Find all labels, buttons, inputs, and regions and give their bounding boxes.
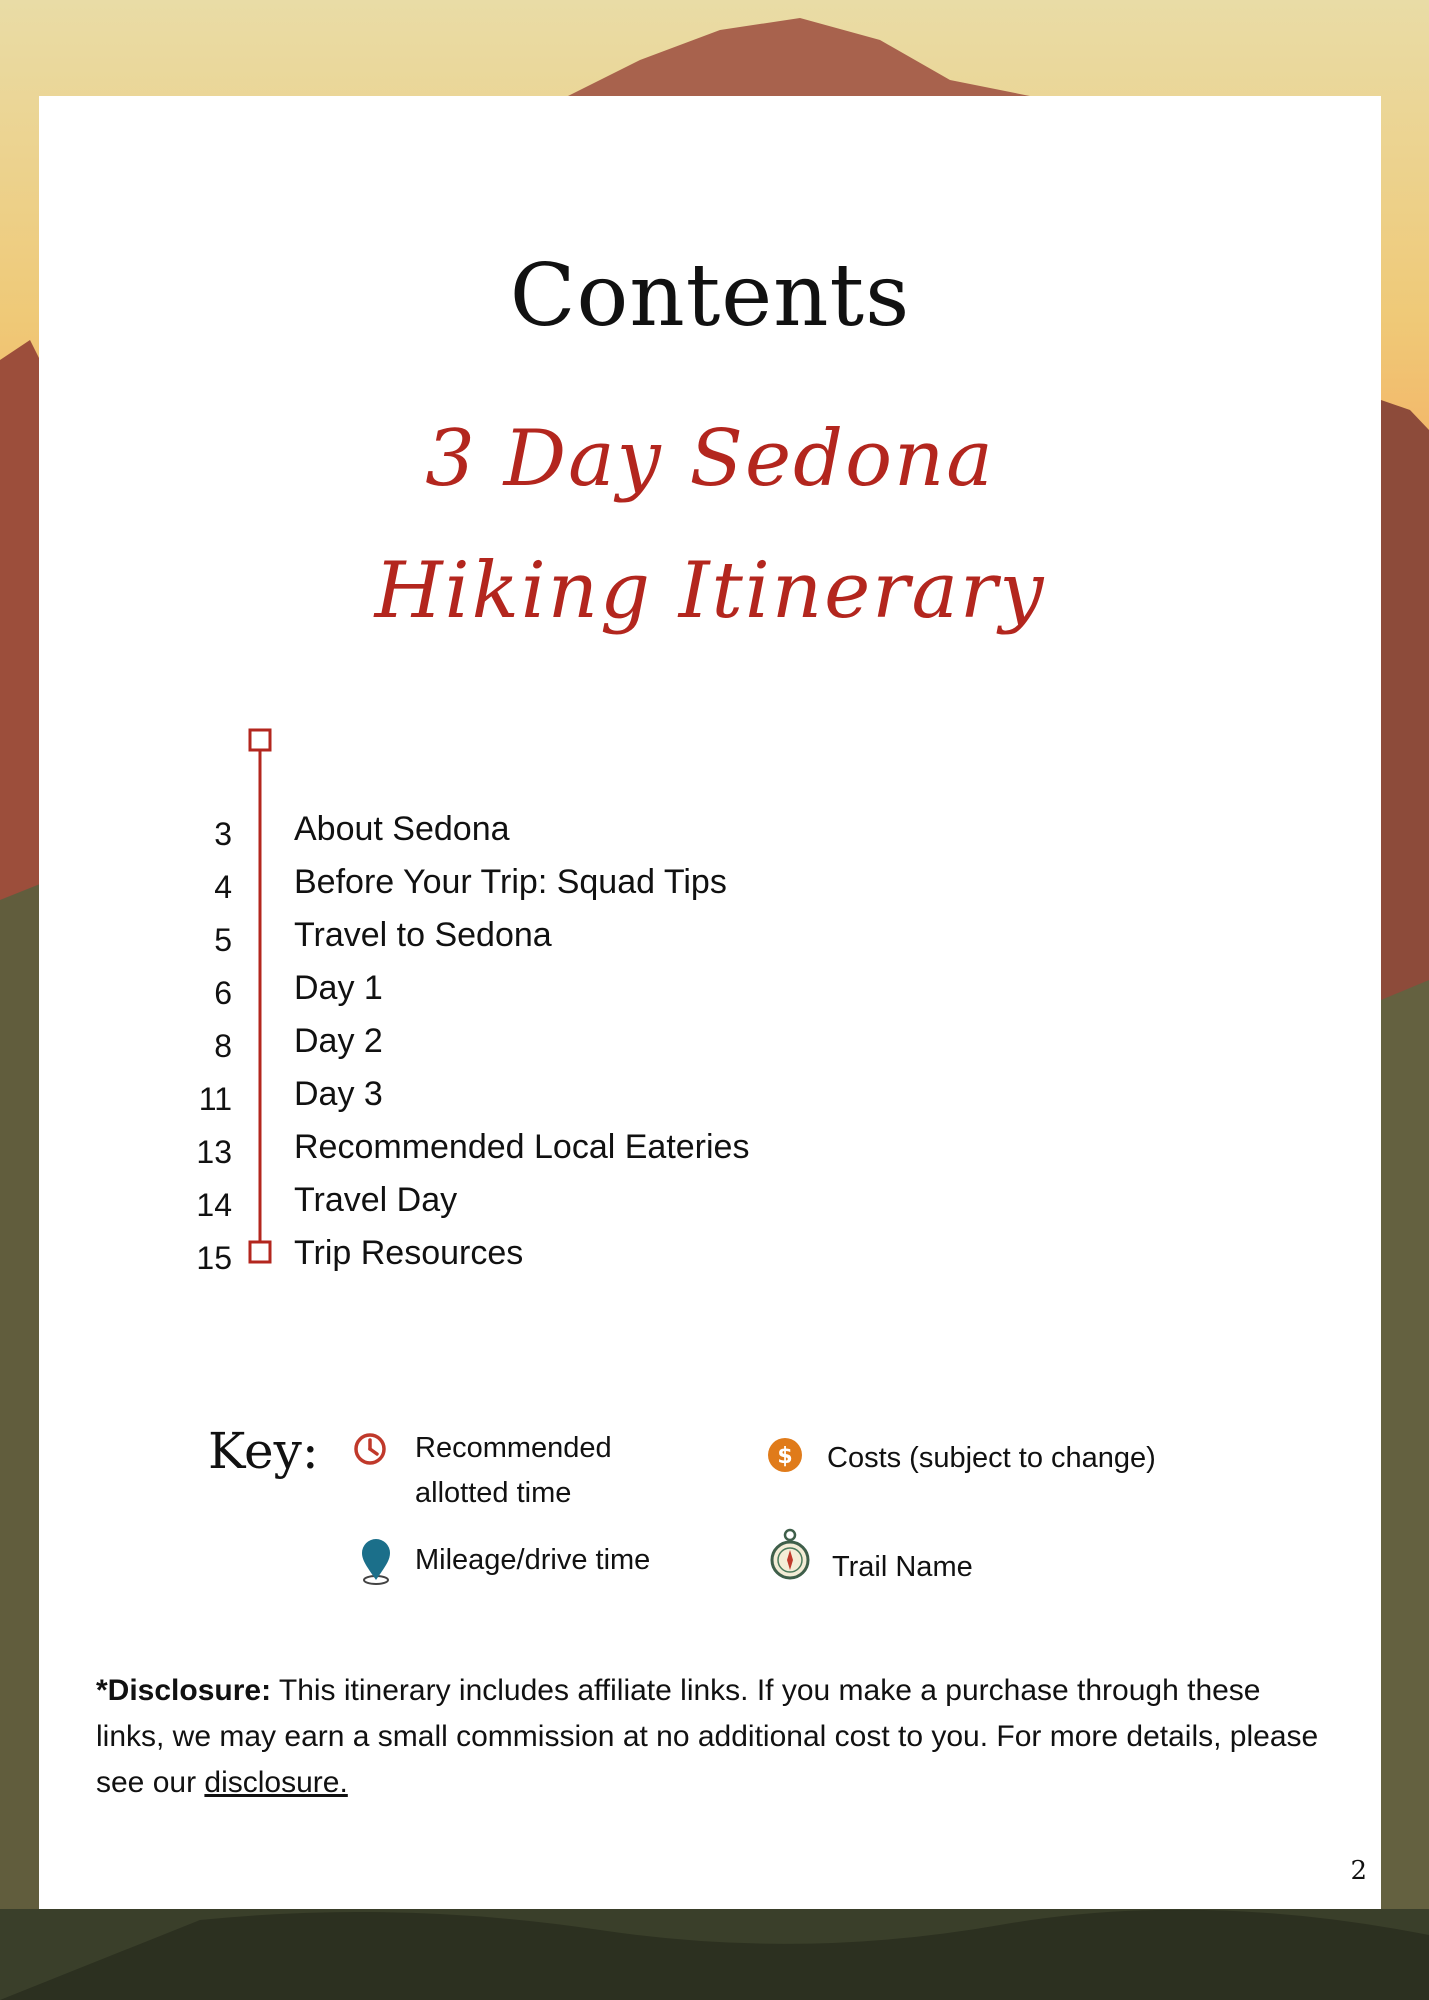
toc-row[interactable] (150, 1073, 950, 1126)
dollar-icon (767, 1437, 803, 1473)
toc-page-number: 6 (214, 975, 232, 1011)
toc-page-number: 5 (214, 922, 232, 958)
toc-page-number: 13 (196, 1134, 232, 1170)
key-recommended-time-line-2: allotted time (415, 1477, 572, 1509)
svg-text:$: $ (777, 1444, 793, 1469)
toc-entry-label[interactable]: Day 3 (294, 1075, 383, 1113)
key-costs: Costs (subject to change) (827, 1442, 1156, 1474)
itinerary-title-line-2: Hiking Itinerary (374, 546, 1046, 636)
toc-entry-label[interactable]: Trip Resources (294, 1234, 524, 1272)
toc-entry-label[interactable]: Recommended Local Eateries (294, 1128, 750, 1166)
toc-page-number: 11 (198, 1081, 232, 1117)
toc-entry-label[interactable]: About Sedona (294, 810, 510, 848)
disclosure-label: *Disclosure: (96, 1674, 272, 1707)
toc-page-number: 15 (196, 1240, 232, 1276)
toc-row[interactable] (150, 1126, 950, 1179)
compass-icon (770, 1528, 810, 1582)
toc-entry-label[interactable]: Before Your Trip: Squad Tips (294, 863, 727, 901)
disclosure-link[interactable]: disclosure. (204, 1766, 348, 1799)
page-number: 2 (1350, 1856, 1367, 1886)
toc-row[interactable] (150, 1020, 950, 1073)
key-mileage: Mileage/drive time (415, 1544, 651, 1576)
toc-page-number: 3 (214, 816, 232, 852)
toc-page-number: 14 (196, 1187, 232, 1223)
toc-entry-label[interactable]: Day 2 (294, 1022, 383, 1060)
page-title: Contents (509, 246, 911, 346)
key-recommended-time-line-1: Recommended (415, 1432, 612, 1464)
toc-entry-label[interactable]: Travel Day (294, 1181, 458, 1219)
timeline-start-marker (250, 730, 270, 750)
table-of-contents (150, 808, 950, 1285)
toc-row[interactable] (150, 808, 950, 861)
clock-icon (352, 1431, 388, 1467)
toc-entry-label[interactable]: Travel to Sedona (294, 916, 552, 954)
disclosure-text: This itinerary includes affiliate links. If you make a purchase through these links, we may earn a small commission at no additional cost to you. For more details, please see our (96, 1674, 1319, 1799)
toc-entry-label[interactable]: Day 1 (294, 969, 383, 1007)
toc-page-number: 8 (214, 1028, 232, 1064)
toc-row[interactable] (150, 861, 950, 914)
itinerary-title-line-1: 3 Day Sedona (425, 414, 995, 504)
toc-page-number: 4 (214, 869, 232, 905)
disclosure-paragraph (96, 1668, 1326, 1806)
key-heading: Key: (208, 1422, 319, 1480)
key-trail-name: Trail Name (832, 1551, 973, 1583)
toc-row[interactable] (150, 914, 950, 967)
toc-row[interactable] (150, 1232, 950, 1285)
toc-row[interactable] (150, 967, 950, 1020)
map-pin-icon (358, 1536, 394, 1586)
toc-row[interactable] (150, 1179, 950, 1232)
